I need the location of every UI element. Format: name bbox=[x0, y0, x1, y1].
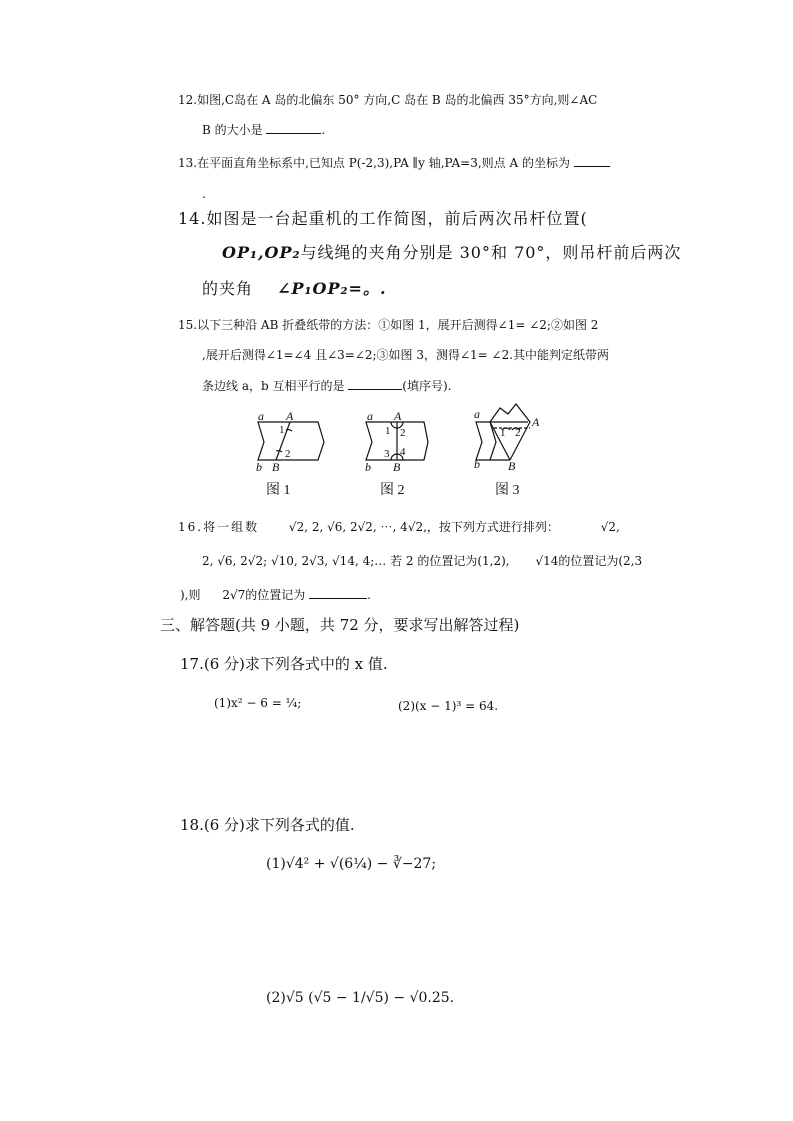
q14-line3-math: ∠P₁OP₂ bbox=[277, 279, 349, 298]
fig3-caption: 图 3 bbox=[495, 483, 520, 498]
q13-line2: . bbox=[202, 187, 206, 201]
fig2-label-A: A bbox=[394, 409, 402, 423]
q16-answer-blank[interactable] bbox=[309, 587, 367, 599]
fig1-caption: 图 1 bbox=[266, 483, 291, 498]
fig2-label-a: a bbox=[367, 409, 373, 423]
q14-line2 bbox=[222, 245, 681, 261]
fig1-label-A: A bbox=[286, 409, 294, 423]
fig2-label-3: 3 bbox=[384, 448, 390, 460]
q16-line3-end: . bbox=[367, 588, 371, 602]
q14-line3-text: 的夹角 bbox=[202, 279, 254, 298]
figure-1 bbox=[256, 409, 324, 474]
q16-line1-start: 16.将一组数 bbox=[178, 520, 260, 534]
q17-part2: (2)(x − 1)³ = 64. bbox=[398, 699, 499, 713]
q16-line1-end: √2, bbox=[600, 520, 620, 534]
fig3-label-B: B bbox=[508, 459, 516, 473]
q16-line2 bbox=[202, 553, 642, 569]
q13-line1-text: 13.在平面直角坐标系中,已知点 P(-2,3),PA ∥y 轴,PA=3,则点 A 的坐标为 bbox=[178, 156, 570, 170]
fig1-strip bbox=[258, 422, 324, 460]
q16-line2-text: … 若 2 的位置记为(1,2), bbox=[374, 554, 510, 568]
fig1-label-B: B bbox=[272, 460, 280, 474]
q16-line3-math: 2√7 bbox=[222, 588, 246, 602]
fig2-label-2: 2 bbox=[400, 427, 406, 439]
q17-title: 17.(6 分)求下列各式中的 x 值. bbox=[180, 655, 388, 673]
fig3-label-b: b bbox=[474, 457, 480, 471]
q15-line3 bbox=[202, 378, 451, 394]
q16-line1-math: √2, 2, √6, 2√2, ⋯, 4√2, bbox=[288, 520, 427, 534]
fig1-label-1: 1 bbox=[279, 424, 285, 436]
fig2-label-4: 4 bbox=[400, 446, 406, 458]
q15-line1: 15.以下三种沿 AB 折叠纸带的方法：①如图 1，展开后测得∠1= ∠2;②如图 2 bbox=[178, 318, 599, 332]
q15-figures bbox=[0, 400, 793, 510]
q12-line2-end: . bbox=[321, 123, 326, 137]
fig3-label-A: A bbox=[532, 415, 540, 429]
fig3-folded-flap bbox=[490, 404, 530, 460]
fig2-label-B: B bbox=[393, 460, 401, 474]
section3-title: 三、解答题(共 9 小题，共 72 分，要求写出解答过程) bbox=[160, 616, 520, 634]
q16-line1 bbox=[178, 519, 620, 535]
fig1-label-a: a bbox=[258, 409, 264, 423]
fig1-label-2: 2 bbox=[285, 448, 291, 460]
q17-part1: (1)x² − 6 = ¼; bbox=[214, 696, 302, 710]
q15-line3-end: (填序号). bbox=[402, 379, 452, 393]
q15-answer-blank[interactable] bbox=[348, 378, 402, 390]
q16-line2-math: 2, √6, 2√2; √10, 2√3, √14, 4; bbox=[202, 554, 375, 568]
q15-line3-start: 条边线 a，b 互相平行的是 bbox=[202, 379, 345, 393]
fig2-label-1: 1 bbox=[385, 425, 391, 437]
q12-line2-text: B 的大小是 bbox=[202, 123, 263, 137]
q14-line2-text: 与线绳的夹角分别是 30°和 70°，则吊杆前后两次 bbox=[300, 243, 682, 262]
fig3-label-2: 2 bbox=[515, 427, 521, 439]
q12-line2 bbox=[202, 122, 325, 138]
q12-answer-blank[interactable] bbox=[266, 122, 321, 134]
figure-3 bbox=[474, 404, 540, 473]
q18-part2: (2)√5 (√5 − 1/√5) − √0.25. bbox=[266, 990, 455, 1006]
q15-line2: ,展开后测得∠1=∠4 且∠3=∠2;③如图 3，测得∠1= ∠2.其中能判定纸带两 bbox=[202, 348, 610, 362]
q13-answer-blank[interactable] bbox=[574, 155, 610, 167]
fig3-label-1: 1 bbox=[500, 427, 506, 439]
q16-line3 bbox=[180, 587, 371, 603]
fig1-label-b: b bbox=[256, 460, 262, 474]
figure-2 bbox=[365, 409, 428, 474]
q18-part1: (1)√4² + √(6¼) − ∛−27; bbox=[266, 856, 437, 872]
q14-line3 bbox=[202, 281, 387, 297]
fig2-caption: 图 2 bbox=[380, 483, 405, 498]
q16-line3-text: 的位置记为 bbox=[245, 588, 306, 602]
q14-line2-math: OP₁,OP₂ bbox=[222, 243, 301, 262]
q14-line3-end: =。. bbox=[348, 279, 387, 298]
fig2-label-b: b bbox=[365, 460, 371, 474]
q16-line2-end: 的位置记为(2,3 bbox=[558, 554, 643, 568]
q16-line3-start: ),则 bbox=[180, 588, 201, 602]
q16-line2-math2: √14 bbox=[535, 554, 559, 568]
q16-line1-mid: ，按下列方式进行排列： bbox=[426, 520, 559, 534]
q12-line1: 12.如图,C岛在 A 岛的北偏东 50° 方向,C 岛在 B 岛的北偏西 35°方向,则∠AC bbox=[178, 93, 598, 107]
q14-line1: 14.如图是一台起重机的工作简图，前后两次吊杆位置( bbox=[178, 209, 588, 228]
q18-title: 18.(6 分)求下列各式的值. bbox=[180, 816, 355, 834]
fig3-label-a: a bbox=[474, 407, 480, 421]
q13-line1 bbox=[178, 155, 610, 171]
